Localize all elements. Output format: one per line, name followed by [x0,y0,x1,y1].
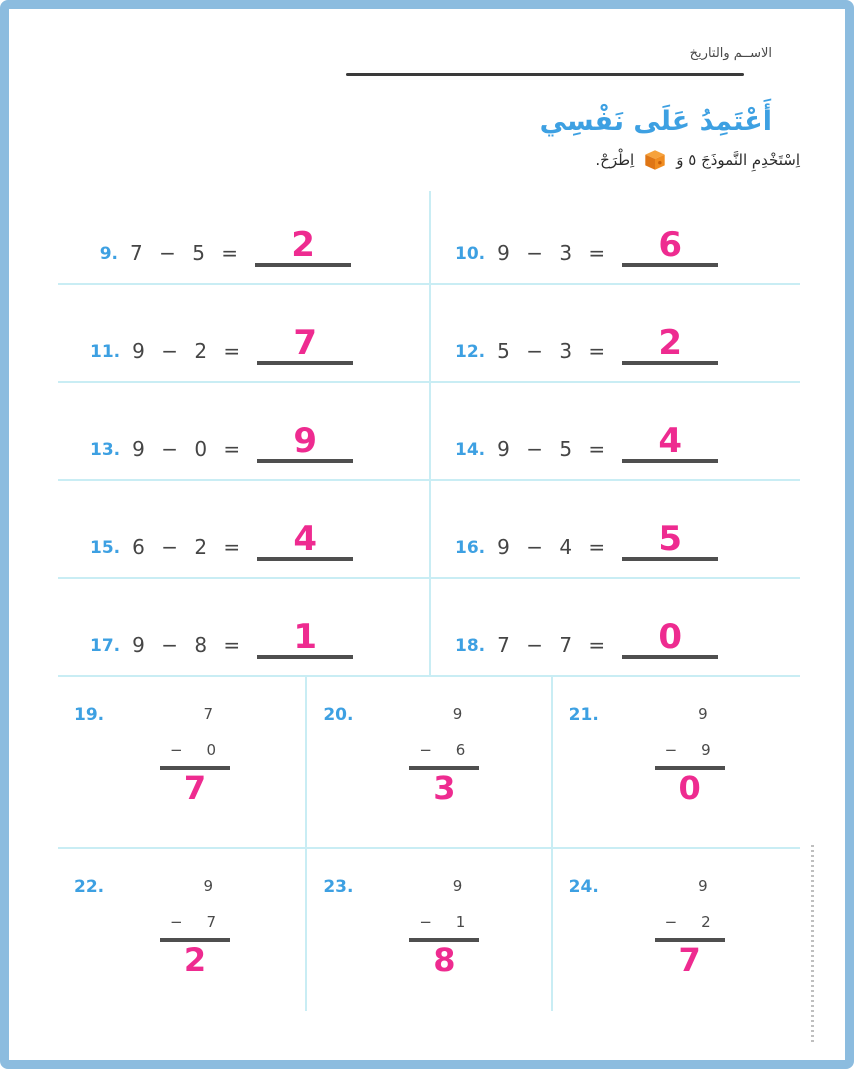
answer-value: 3 [433,768,456,807]
subtrahend: 0 [206,740,216,759]
answer-blank [622,617,718,658]
name-date-header [58,46,800,76]
instruction-text-before: اِسْتَخْدِمِ النَّموذَجَ ٥ وَ [676,150,800,169]
minuend: 9 [452,876,463,895]
vertical-problems-section [58,677,800,1011]
minus-sign: − [664,740,678,759]
problem-number: 10. [455,243,486,264]
page-title: أَعْتَمِدُ عَلَى نَفْسِي [539,105,772,137]
answer-value: 8 [433,940,456,979]
subtrahend-row [409,913,479,931]
answer-value: 9 [293,421,317,462]
vertical-equation [160,705,230,847]
problem-14 [429,421,800,478]
problem-row [58,677,800,849]
minuend: 9 [698,876,708,895]
answer-value: 4 [658,421,682,462]
answer-value: 2 [291,225,315,266]
problem-number: 9. [99,243,118,264]
edge-fine-print [811,845,814,1045]
problem-expression: 5 − 3 = [497,338,611,363]
minuend: 7 [203,704,213,723]
minus-sign: − [419,740,432,759]
minus-sign: − [664,912,678,931]
problem-row [58,849,800,1011]
problem-15 [58,519,429,576]
problem-10 [429,225,800,282]
vertical-equation [409,705,479,847]
problem-expression: 9 − 8 = [132,632,246,657]
vertical-equation [655,705,725,847]
minuend: 9 [452,704,463,723]
worksheet-content [58,0,800,1011]
problem-23 [305,849,552,1011]
problem-24 [553,849,800,1011]
problem-22 [58,849,305,1011]
problem-number: 22. [74,876,105,897]
problem-17 [58,617,429,674]
answer-blank [622,323,718,364]
minus-sign: − [170,740,183,759]
answer-value: 2 [658,323,682,364]
answer-blank [257,617,353,658]
problem-number: 14. [455,439,486,460]
answer-value: 4 [293,519,317,560]
minus-sign: − [170,912,183,931]
instruction-line [58,147,800,173]
subtrahend: 2 [701,912,711,931]
vertical-equation [409,877,479,1011]
problem-12 [429,323,800,380]
subtrahend: 6 [455,740,466,759]
subtrahend-row [160,913,230,931]
problem-number: 21. [568,704,599,725]
answer-value: 7 [183,768,207,807]
problem-13 [58,421,429,478]
problem-number: 11. [90,341,121,362]
subtrahend: 9 [701,740,711,759]
answer-blank [257,323,353,364]
horizontal-problems-section [58,187,800,677]
subtrahend: 1 [455,912,466,931]
problem-number: 17. [90,635,121,656]
answer-value: 7 [293,323,317,364]
problem-number: 24. [568,876,599,897]
problem-11 [58,323,429,380]
problem-expression: 9 − 3 = [497,240,611,265]
answer-value: 6 [658,225,682,266]
name-date-writing-line [346,73,744,76]
answer-value: 1 [293,617,317,658]
problem-number: 12. [455,341,486,362]
problem-expression: 9 − 0 = [132,436,246,461]
problem-expression: 9 − 2 = [132,338,246,363]
center-column-divider [429,191,431,677]
problem-number: 19. [74,704,105,725]
problem-number: 16. [455,537,486,558]
answer-value: 7 [678,940,701,979]
answer-blank [622,519,718,560]
answer-value: 2 [183,940,207,979]
problem-18 [429,617,800,674]
problem-number: 18. [455,635,486,656]
problem-expression: 9 − 5 = [497,436,611,461]
answer-blank [257,421,353,462]
problem-number: 13. [90,439,121,460]
minus-sign: − [419,912,432,931]
minuend: 9 [698,704,708,723]
answer-blank [622,225,718,266]
problem-20 [305,677,552,847]
answer-blank [257,519,353,560]
answer-value: 0 [658,617,682,658]
problem-19 [58,677,305,847]
problem-21 [553,677,800,847]
answer-value: 5 [658,519,682,560]
subtrahend-row [655,741,725,759]
problem-expression: 9 − 4 = [497,534,611,559]
problem-expression: 6 − 2 = [132,534,246,559]
name-date-label: الاســم والتاريخ [689,46,772,61]
problem-number: 15. [90,537,121,558]
minuend: 9 [203,876,213,895]
answer-value: 0 [678,768,701,807]
problem-number: 23. [323,876,354,897]
problem-expression: 7 − 7 = [497,632,611,657]
problem-number: 20. [323,704,354,725]
problem-9 [58,225,429,282]
subtrahend-row [160,741,230,759]
vertical-equation [655,877,725,1011]
counting-cube-icon [641,147,669,173]
problem-expression: 7 − 5 = [130,240,244,265]
instruction-text-after: اِطْرَحْ. [595,150,635,169]
subtrahend-row [655,913,725,931]
vertical-equation [160,877,230,1011]
problem-16 [429,519,800,576]
subtrahend: 7 [206,912,216,931]
subtrahend-row [409,741,479,759]
answer-blank [622,421,718,462]
answer-blank [255,225,351,266]
